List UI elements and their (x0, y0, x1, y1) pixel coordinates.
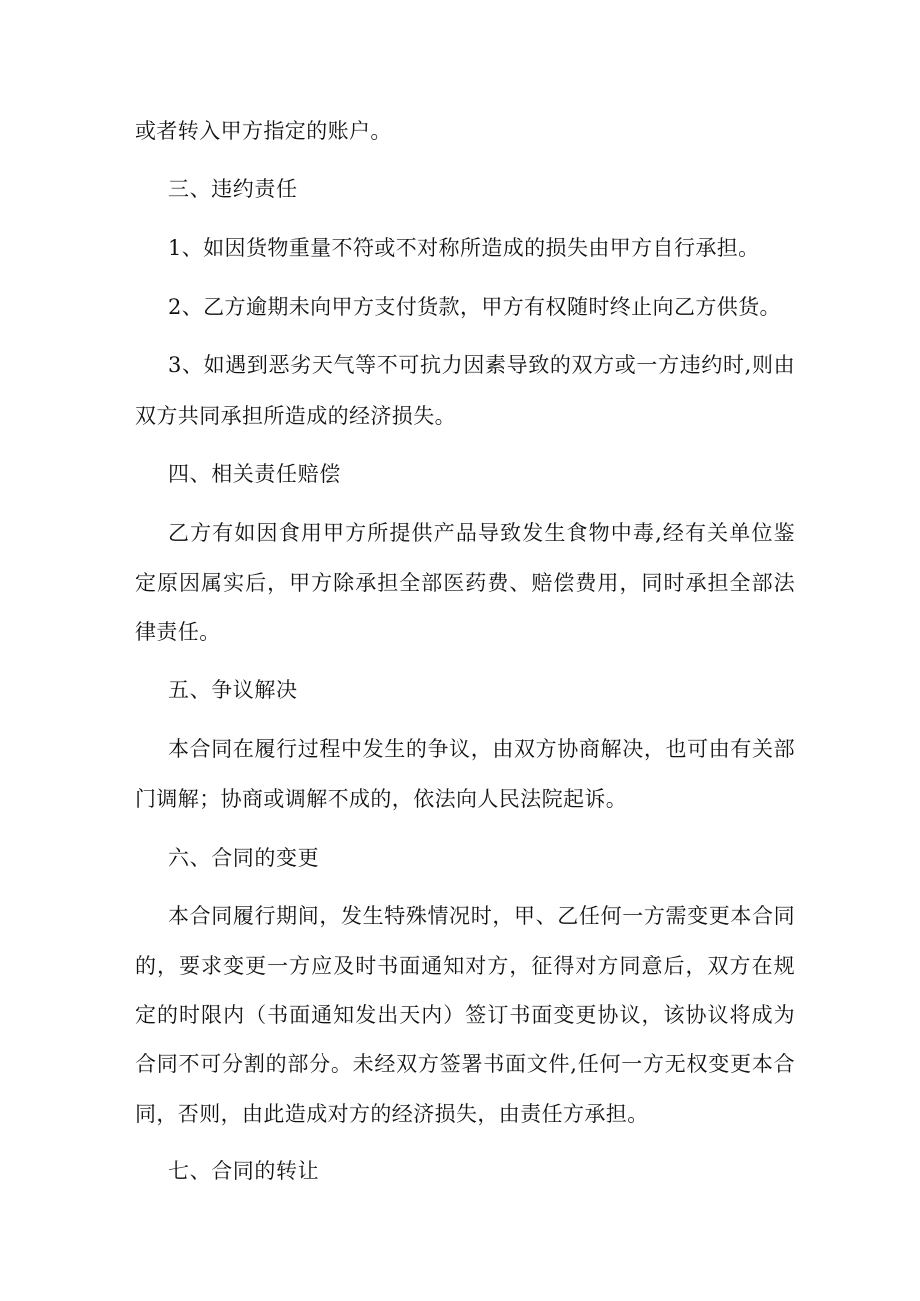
section-heading-contract-change: 六、合同的变更 (168, 846, 320, 870)
paragraph-line: 或者转入甲方指定的账户。 (135, 119, 392, 143)
clause-line: 双方共同承担所造成的经济损失。 (135, 404, 456, 428)
paragraph-line: 定的时限内（书面通知发出天内）签订书面变更协议，该协议将成为 (135, 1003, 795, 1027)
section-heading-dispute-resolution: 五、争议解决 (168, 678, 298, 702)
paragraph-line: 门调解；协商或调解不成的，依法向人民法院起诉。 (135, 787, 628, 811)
paragraph-line: 本合同履行期间，发生特殊情况时，甲、乙任何一方需变更本合同 (168, 904, 795, 928)
clause-line: 1、如因货物重量不符或不对称所造成的损失由甲方自行承担。 (168, 236, 760, 260)
paragraph-line: 合同不可分割的部分。未经双方签署书面文件,任何一方无权变更本合 (135, 1052, 795, 1076)
paragraph-line: 的，要求变更一方应及时书面通知对方，征得对方同意后，双方在规 (135, 954, 795, 978)
paragraph-line: 本合同在履行过程中发生的争议，由双方协商解决，也可由有关部 (168, 737, 795, 761)
paragraph-line: 同，否则，由此造成对方的经济损失，由责任方承担。 (135, 1102, 649, 1126)
paragraph-line: 定原因属实后，甲方除承担全部医药费、赔偿费用，同时承担全部法 (135, 571, 795, 595)
clause-line: 3、如遇到恶劣天气等不可抗力因素导致的双方或一方违约时,则由 (168, 353, 795, 377)
paragraph-line: 律责任。 (135, 620, 221, 644)
section-heading-compensation: 四、相关责任赔偿 (168, 462, 341, 486)
section-heading-contract-transfer: 七、合同的转让 (168, 1159, 320, 1183)
clause-line: 2、乙方逾期未向甲方支付货款，甲方有权随时终止向乙方供货。 (168, 295, 781, 319)
paragraph-line: 乙方有如因食用甲方所提供产品导致发生食物中毒,经有关单位鉴 (168, 521, 795, 545)
section-heading-breach-liability: 三、违约责任 (168, 177, 298, 201)
